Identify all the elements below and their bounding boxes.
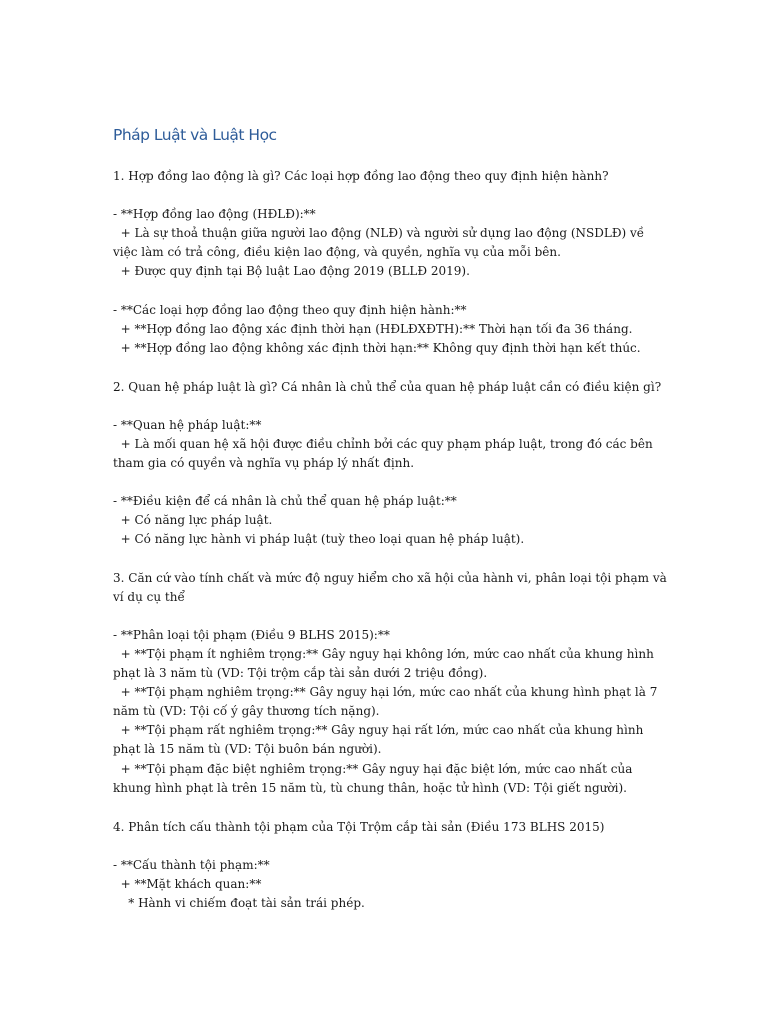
text-line: phạt là 3 năm tù (VD: Tội trộm cắp tài sản dưới 2 triệu đồng). <box>113 666 488 680</box>
text-line: + Có năng lực hành vi pháp luật (tuỳ theo loại quan hệ pháp luật). <box>113 532 525 546</box>
text-line: * Hành vi chiếm đoạt tài sản trái phép. <box>113 896 365 910</box>
text-line: việc làm có trả công, điều kiện lao động, và quyền, nghĩa vụ của mỗi bên. <box>113 245 561 259</box>
question-3-continued: ví dụ cụ thể <box>113 590 185 604</box>
question-3: 3. Căn cứ vào tính chất và mức độ nguy hiểm cho xã hội của hành vi, phân loại tội phạm và <box>113 571 667 585</box>
text-line: + **Hợp đồng lao động xác định thời hạn (HĐLĐXĐTH):** Thời hạn tối đa 36 tháng. <box>113 322 633 336</box>
text-line: + Có năng lực pháp luật. <box>113 513 273 527</box>
text-line: - **Các loại hợp đồng lao động theo quy định hiện hành:** <box>113 303 467 317</box>
text-line: + **Hợp đồng lao động không xác định thời hạn:** Không quy định thời hạn kết thúc. <box>113 341 641 355</box>
text-line: + Là mối quan hệ xã hội được điều chỉnh bởi các quy phạm pháp luật, trong đó các bên <box>113 437 653 451</box>
question-2: 2. Quan hệ pháp luật là gì? Cá nhân là chủ thể của quan hệ pháp luật cần có điều kiện gì? <box>113 380 662 394</box>
text-line: + Là sự thoả thuận giữa người lao động (NLĐ) và người sử dụng lao động (NSDLĐ) về <box>113 226 645 240</box>
text-line: - **Phân loại tội phạm (Điều 9 BLHS 2015):** <box>113 628 390 642</box>
text-line: + **Mặt khách quan:** <box>113 877 262 891</box>
question-1: 1. Hợp đồng lao động là gì? Các loại hợp đồng lao động theo quy định hiện hành? <box>113 169 609 183</box>
text-line: + **Tội phạm đặc biệt nghiêm trọng:** Gây nguy hại đặc biệt lớn, mức cao nhất của <box>113 762 633 776</box>
text-line: - **Điều kiện để cá nhân là chủ thể quan hệ pháp luật:** <box>113 494 457 508</box>
text-line: tham gia có quyền và nghĩa vụ pháp lý nhất định. <box>113 456 415 470</box>
text-line: + **Tội phạm nghiêm trọng:** Gây nguy hại lớn, mức cao nhất của khung hình phạt là 7 <box>113 685 658 699</box>
text-line: - **Quan hệ pháp luật:** <box>113 418 262 432</box>
text-line: - **Cấu thành tội phạm:** <box>113 858 270 872</box>
text-line: + Được quy định tại Bộ luật Lao động 2019 (BLLĐ 2019). <box>113 264 470 278</box>
text-line: + **Tội phạm ít nghiêm trọng:** Gây nguy hại không lớn, mức cao nhất của khung hình <box>113 647 654 661</box>
text-line: + **Tội phạm rất nghiêm trọng:** Gây nguy hại rất lớn, mức cao nhất của khung hình <box>113 723 644 737</box>
text-line: khung hình phạt là trên 15 năm tù, tù chung thân, hoặc tử hình (VD: Tội giết người). <box>113 781 627 795</box>
text-line: - **Hợp đồng lao động (HĐLĐ):** <box>113 207 316 221</box>
text-line: năm tù (VD: Tội cố ý gây thương tích nặng). <box>113 704 380 718</box>
document-title: Pháp Luật và Luật Học <box>113 126 277 144</box>
question-4: 4. Phân tích cấu thành tội phạm của Tội Trộm cắp tài sản (Điều 173 BLHS 2015) <box>113 820 605 834</box>
text-line: phạt là 15 năm tù (VD: Tội buôn bán người). <box>113 742 382 756</box>
